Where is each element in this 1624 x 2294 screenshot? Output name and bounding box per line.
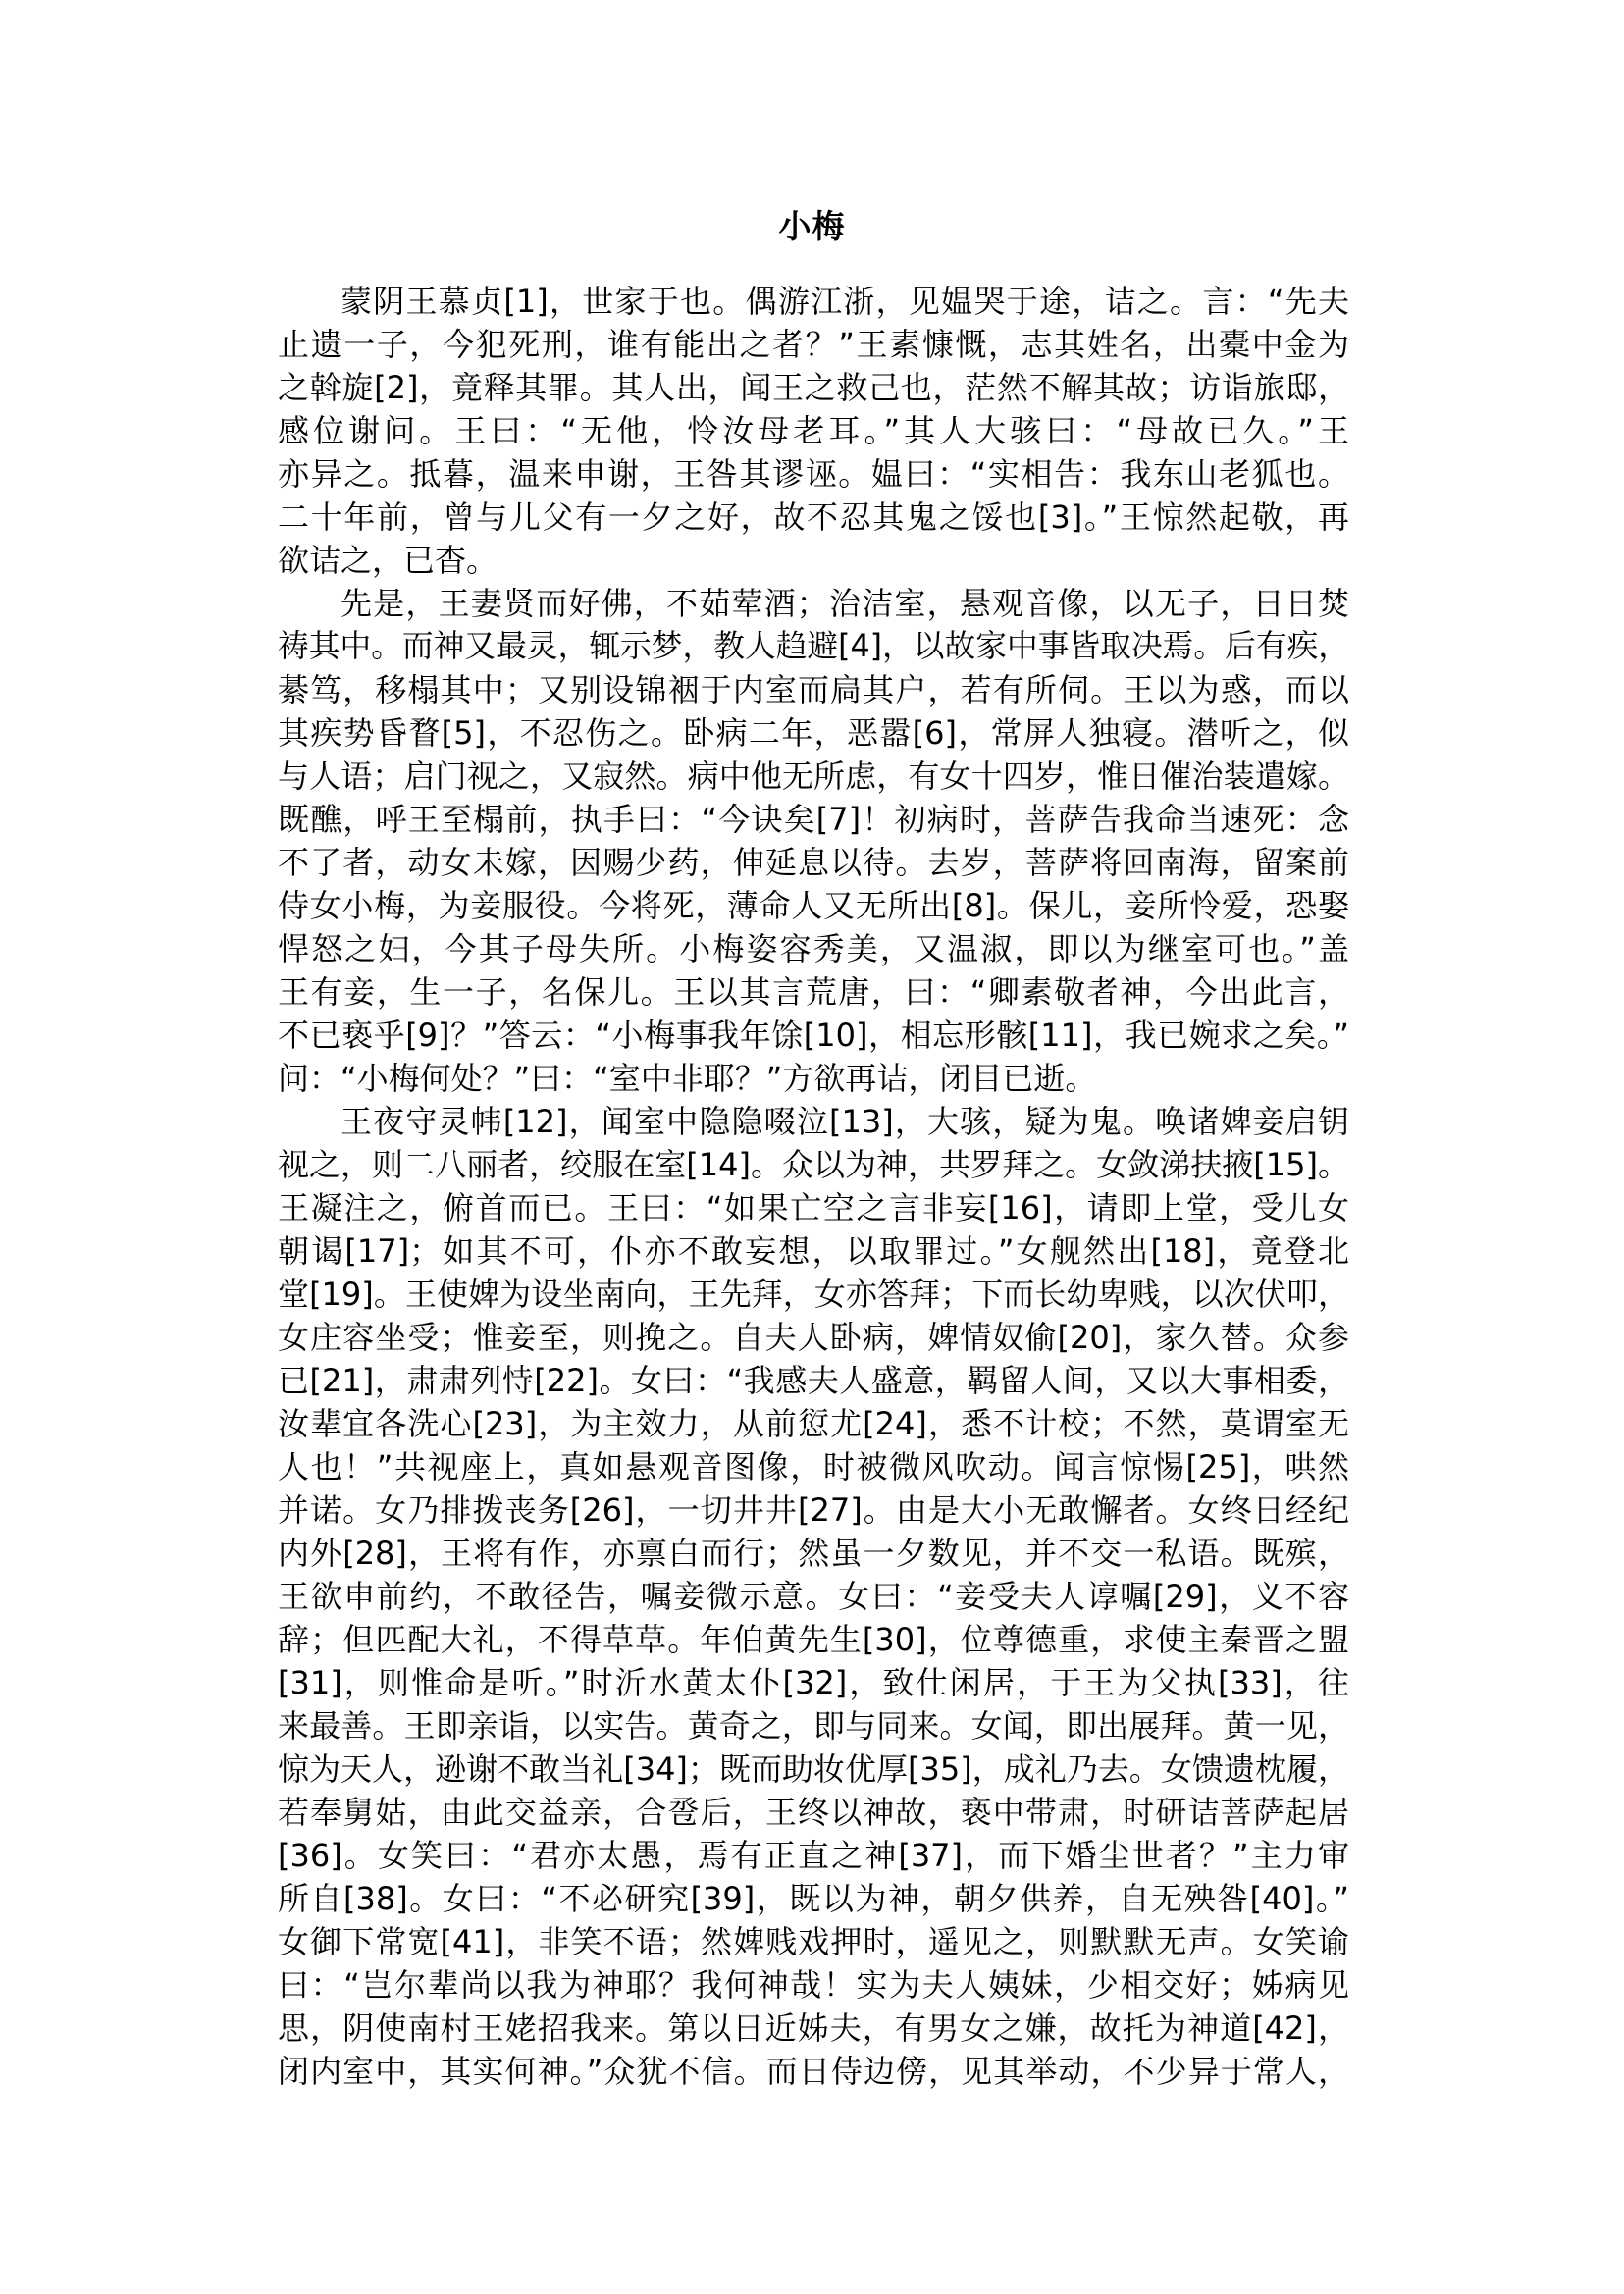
text-line: 綦笃，移榻其中；又别设锦裀于内室而扃其户，若有所伺。王以为惑，而以 [278,671,1349,708]
text-line: 曰：“岂尔辈尚以我为神耶？我何神哉！实为夫人姨妹，少相交好；姊病见 [278,1966,1349,2004]
text-line: 既醮，呼王至榻前，执手曰：“今诀矣[7]！初病时，菩萨告我命当速死：念 [278,801,1349,838]
text-line: 闭内室中，其实何神。”众犹不信。而日侍边傍，见其举动，不少异于常人， [278,2053,1349,2090]
text-line: 王有妾，生一子，名保儿。王以其言荒唐，曰：“卿素敬者神，今出此言， [278,973,1349,1011]
text-line: 若奉舅姑，由此交益亲，合卺后，王终以神故，亵中带肃，时研诘菩萨起居 [278,1794,1349,1831]
text-line: 女御下常宽[41]，非笑不语；然婢贱戏押时，遥见之，则默默无声。女笑谕 [278,1923,1349,1960]
text-line: 感位谢问。王曰：“无他，怜汝母老耳。”其人大骇曰：“母故已久。”王 [278,412,1349,449]
text-line: 所自[38]。女曰：“不必研究[39]，既以为神，朝夕供养，自无殃咎[40]。” [278,1880,1349,1917]
document-title: 小梅 [778,207,846,245]
text-line: 来最善。王即亲诣，以实告。黄奇之，即与同来。女闻，即出展拜。黄一见， [278,1707,1349,1745]
text-line: 内外[28]，王将有作，亦禀白而行；然虽一夕数见，并不交一私语。既殡， [278,1535,1349,1572]
text-line: 视之，则二八丽者，绞服在室[14]。众以为神，共罗拜之。女敛涕扶掖[15]。 [278,1146,1349,1183]
text-line: 王凝注之，俯首而已。王曰：“如果亡空之言非妄[16]，请即上堂，受儿女 [278,1189,1349,1226]
text-line: 辞；但匹配大礼，不得草草。年伯黄先生[30]，位尊德重，求使主秦晋之盟 [278,1621,1349,1658]
text-line: 已[21]，肃肃列恃[22]。女曰：“我感夫人盛意，羁留人间，又以大事相委， [278,1362,1349,1399]
text-line: 王欲申前约，不敢径告，嘱妾微示意。女曰：“妾受夫人谆嘱[29]，义不容 [278,1578,1349,1615]
text-line: 问：“小梅何处？”曰：“室中非耶？”方欲再诘，闭目已逝。 [278,1060,1097,1097]
text-line: 不已亵乎[9]？”答云：“小梅事我年馀[10]，相忘形骸[11]，我已婉求之矣。” [278,1017,1349,1054]
text-line: 汝辈宜各洗心[23]，为主效力，从前愆尤[24]，悉不计校；不然，莫谓室无 [278,1405,1349,1442]
text-line: 思，阴使南村王姥招我来。第以日近姊夫，有男女之嫌，故托为神道[42]， [278,2009,1349,2047]
text-line: 止遗一子，今犯死刑，谁有能出之者？”王素慷慨，志其姓名，出橐中金为 [278,326,1349,363]
text-line: 先是，王妻贤而好佛，不茹荤酒；治洁室，悬观音像，以无子，日日焚 [341,585,1349,622]
text-line: [31]，则惟命是听。”时沂水黄太仆[32]，致仕闲居，于王为父执[33]，往 [278,1664,1349,1701]
text-line: 侍女小梅，为妾服役。今将死，薄命人又无所出[8]。保儿，妾所怜爱，恐娶 [278,887,1349,924]
text-line: 王夜守灵帏[12]，闻室中隐隐啜泣[13]，大骇，疑为鬼。唤诸婢妾启钥 [341,1103,1349,1140]
text-line: 之斡旋[2]，竟释其罪。其人出，闻王之救己也，茫然不解其故；访诣旅邸， [278,369,1349,406]
text-line: 朝谒[17]；如其不可，仆亦不敢妄想，以取罪过。”女舰然出[18]，竟登北 [278,1232,1349,1270]
text-line: 亦异之。抵暮，温来申谢，王咎其谬诬。媪曰：“实相告：我东山老狐也。 [278,455,1349,493]
text-line: 二十年前，曾与儿父有一夕之好，故不忍其鬼之馁也[3]。”王惊然起敬，再 [278,498,1349,536]
text-line: 惊为天人，逊谢不敢当礼[34]；既而助妆优厚[35]，成礼乃去。女馈遗枕履， [278,1750,1349,1788]
text-line: 与人语；启门视之，又寂然。病中他无所虑，有女十四岁，惟日催治装遣嫁。 [278,757,1349,795]
text-line: 不了者，动女未嫁，因赐少药，伸延息以待。去岁，菩萨将回南海，留案前 [278,844,1349,881]
text-line: 蒙阴王慕贞[1]，世家于也。偶游江浙，见媪哭于途，诘之。言：“先夫 [341,283,1349,320]
text-line: 人也！”共视座上，真如悬观音图像，时被微风吹动。闻言惊惕[25]，哄然 [278,1448,1349,1486]
text-line: 祷其中。而神又最灵，辄示梦，教人趋避[4]，以故家中事皆取决焉。后有疾， [278,629,1349,664]
document-body [278,280,1349,2093]
text-line: 堂[19]。王使婢为设坐南向，王先拜，女亦答拜；下而长幼卑贱，以次伏叩， [278,1276,1349,1313]
text-line: 悍怒之妇，今其子母失所。小梅姿容秀美，又温淑，即以为继室可也。”盖 [278,930,1349,967]
text-line: 其疾势昏瞀[5]，不忍伤之。卧病二年，恶嚣[6]，常屏人独寝。潜听之，似 [278,714,1349,752]
text-line: 女庄容坐受；惟妾至，则挽之。自夫人卧病，婢情奴偷[20]，家久替。众参 [278,1319,1349,1356]
text-line: [36]。女笑曰：“君亦太愚，焉有正直之神[37]，而下婚尘世者？”主力审 [278,1837,1349,1874]
text-line: 并诺。女乃排拨丧务[26]，一切井井[27]。由是大小无敢懈者。女终日经纪 [278,1491,1349,1529]
text-line: 欲诘之，已杳。 [278,542,498,579]
